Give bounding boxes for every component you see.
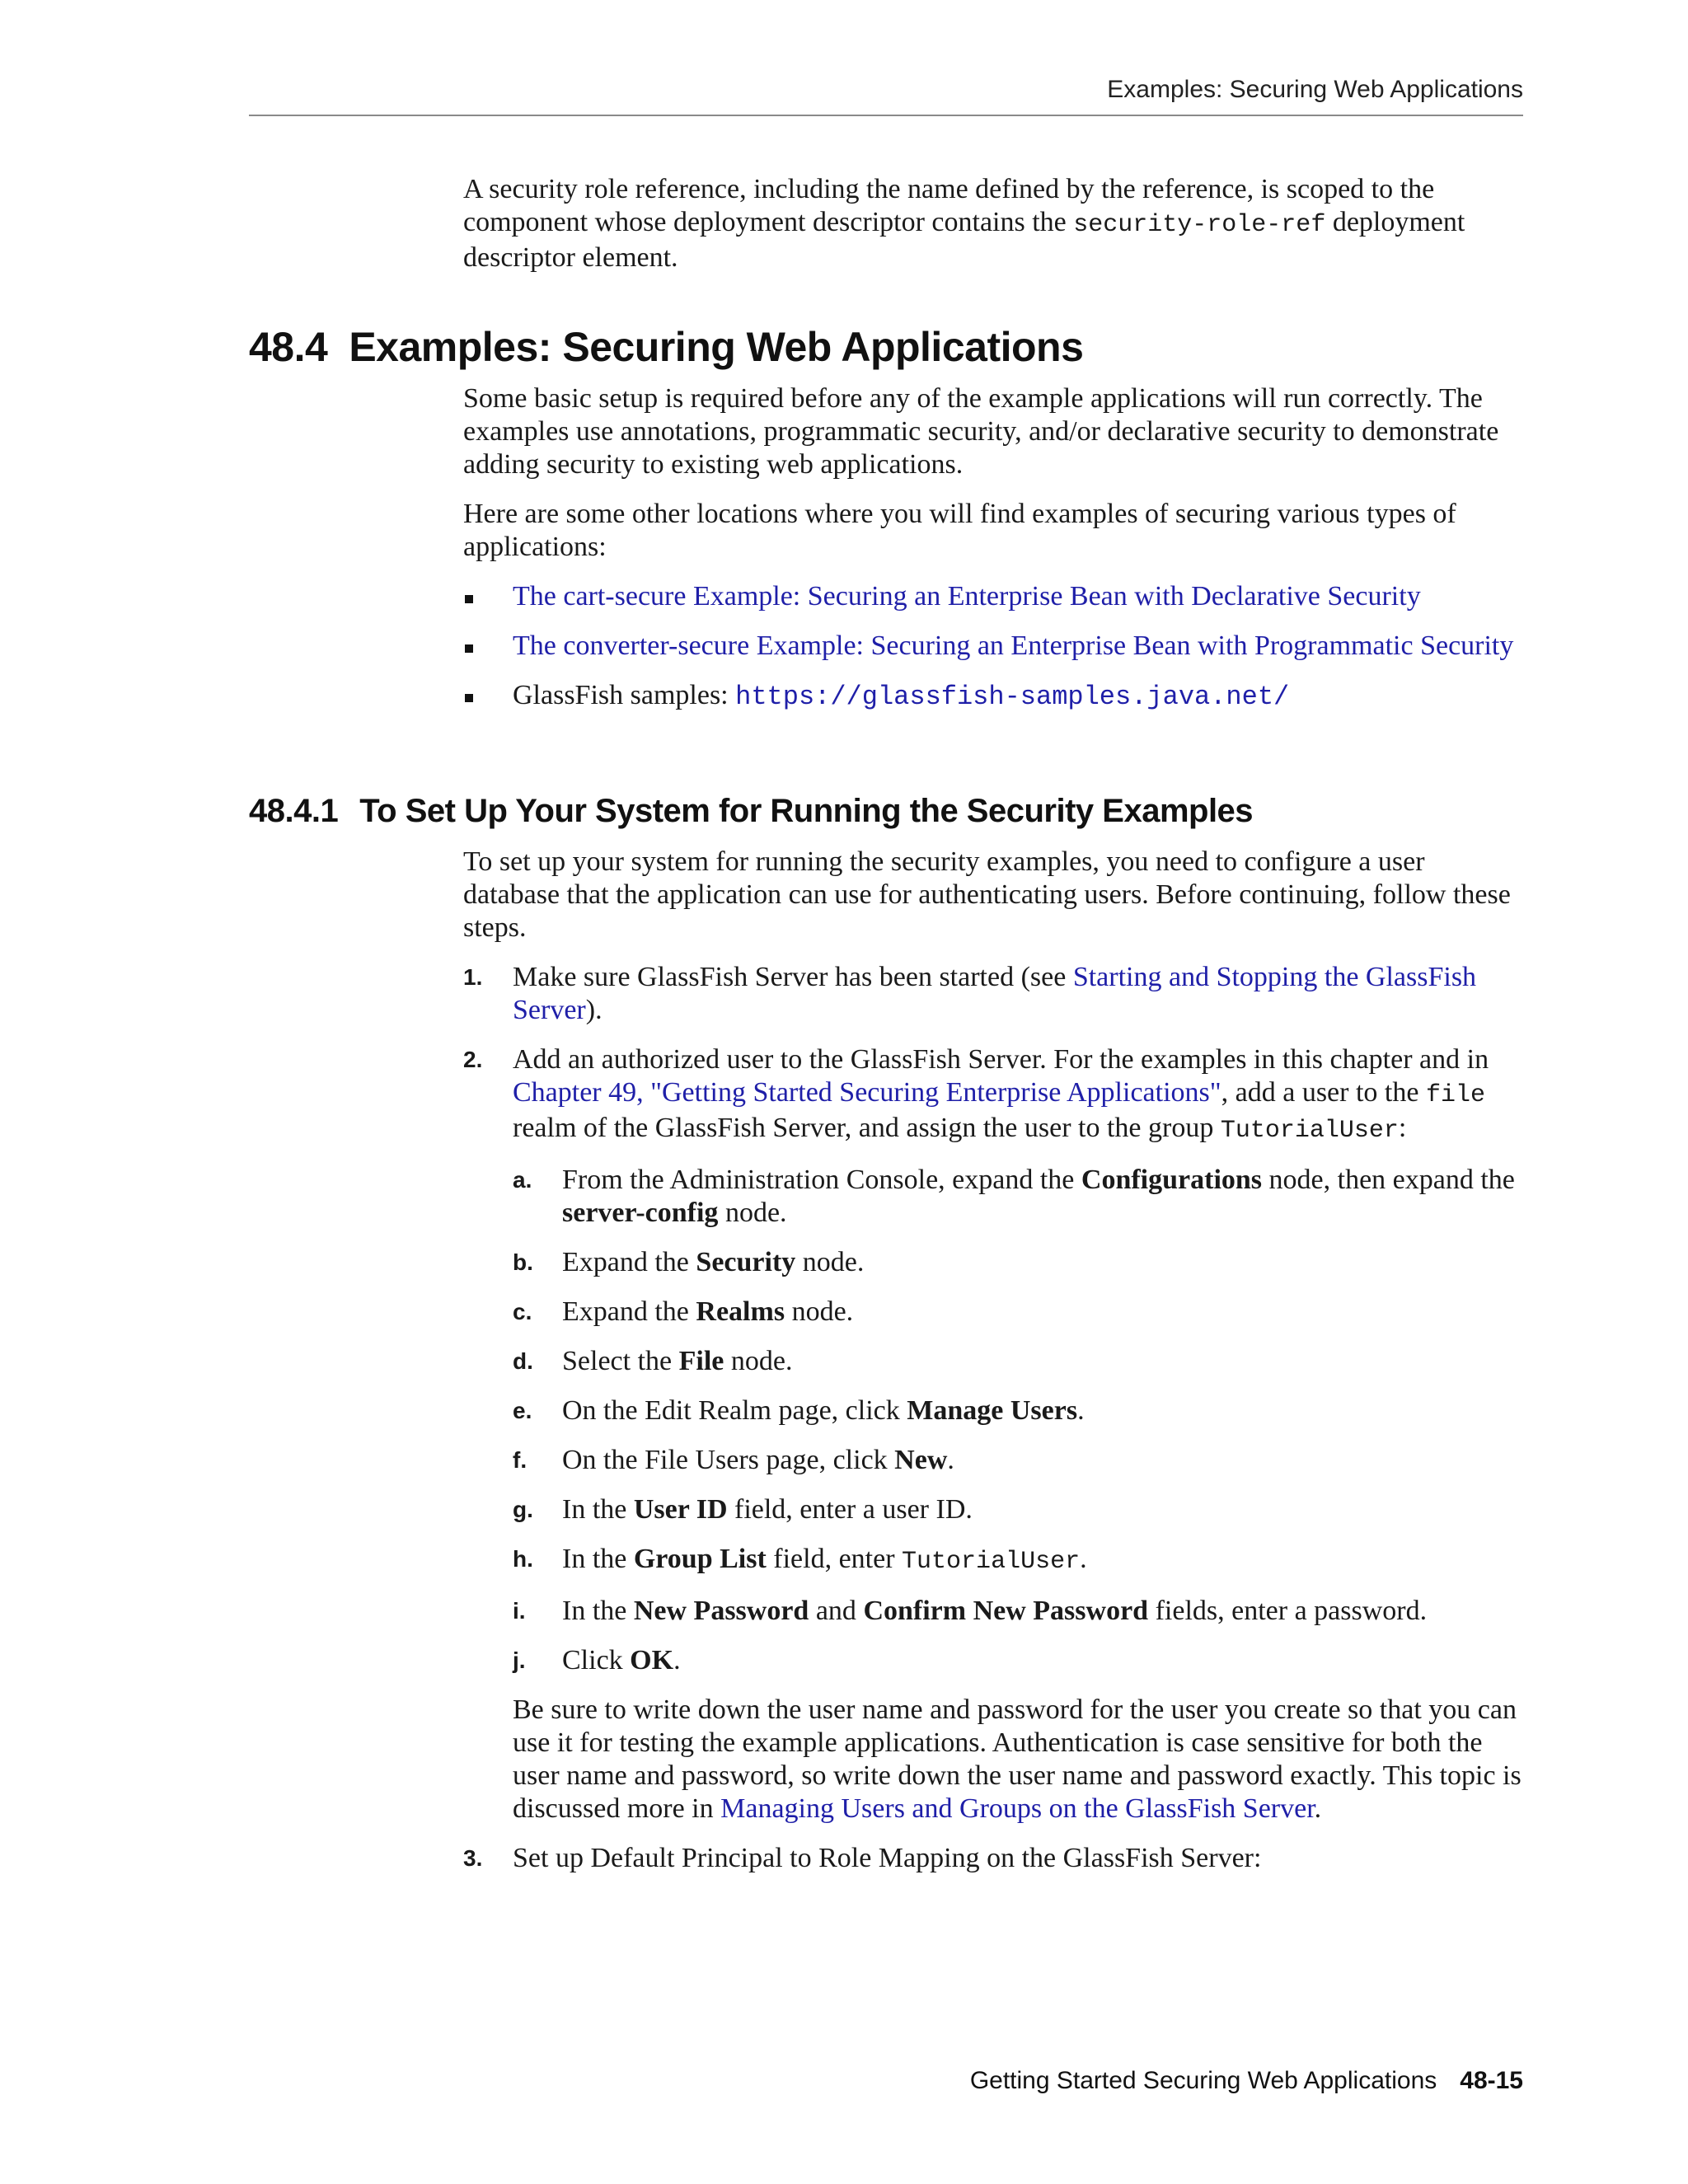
substep-letter: f. (513, 1447, 528, 1473)
list-item (463, 630, 1526, 663)
step-text: Add an authorized user to the GlassFish Server. For the examples in this chapter and in (513, 1044, 1489, 1075)
realms-term: Realms (696, 1296, 785, 1327)
substep-e (463, 1394, 1526, 1427)
intro-paragraph (463, 173, 1526, 274)
section-para-1: Some basic setup is required before any of the example applications will run correctly. The examples use annotations, programmatic security, and/or declarative security to demonstrate adding security to existing web applications. (463, 383, 1499, 480)
substep-a (463, 1164, 1526, 1230)
converter-secure-link[interactable]: The converter-secure Example: Securing an Enterprise Bean with Programmatic Security (513, 630, 1514, 661)
subsection-number: 48.4.1 (249, 793, 339, 829)
section-heading (249, 323, 1083, 371)
configurations-term: Configurations (1081, 1165, 1263, 1195)
substep-text: In the (562, 1494, 634, 1525)
substep-text: field, enter a user ID. (727, 1494, 973, 1525)
section-number: 48.4 (249, 324, 328, 370)
subsection-heading (249, 793, 1253, 830)
step-number: 3. (463, 1845, 483, 1871)
tutorialuser-code: TutorialUser (1220, 1117, 1399, 1145)
substep-text: node. (718, 1197, 787, 1228)
substep-text: node. (795, 1247, 865, 1277)
chapter-49-link[interactable]: Chapter 49, "Getting Started Securing Enterprise Applications" (513, 1077, 1221, 1108)
substep-letter: c. (513, 1299, 532, 1324)
header-rule (249, 115, 1523, 116)
substep-text: On the Edit Realm page, click (562, 1395, 907, 1426)
substep-text: . (947, 1445, 954, 1475)
step-text: realm of the GlassFish Server, and assign the user to the group (513, 1113, 1221, 1143)
note-text: Be sure to write down the user name and password for the user you create so that you can use it for testing the example applications. Authentication is case sensitive for both the user name and password, so write down the user name and password exactly. This topic is discussed more in (513, 1694, 1522, 1824)
section-body (463, 382, 1526, 714)
substep-text: Select the (562, 1346, 679, 1376)
list-item (463, 580, 1526, 613)
glassfish-samples-label: GlassFish samples: (513, 680, 736, 710)
substep-text: field, enter (766, 1544, 903, 1574)
substep-letter: i. (513, 1598, 526, 1624)
glassfish-samples-link[interactable]: https://glassfish-samples.java.net/ (735, 682, 1290, 712)
cart-secure-link[interactable]: The cart-secure Example: Securing an Enterprise Bean with Declarative Security (513, 581, 1421, 612)
bullet-icon (465, 644, 473, 653)
step-number: 1. (463, 964, 483, 990)
substep-d (463, 1345, 1526, 1378)
substep-text: In the (562, 1596, 634, 1626)
step-3 (463, 1842, 1526, 1875)
substep-c (463, 1296, 1526, 1329)
substep-text: . (1080, 1544, 1087, 1574)
running-header: Examples: Securing Web Applications (1107, 76, 1523, 103)
page-footer (970, 2067, 1523, 2095)
security-role-ref-code: security-role-ref (1073, 211, 1326, 239)
subsection-intro: To set up your system for running the security examples, you need to configure a user database that the application can use for authenticating users. Before continuing, follow these steps. (463, 846, 1511, 943)
substep-text: Expand the (562, 1296, 696, 1327)
step-text: Make sure GlassFish Server has been started (see (513, 962, 1073, 992)
substep-f (463, 1444, 1526, 1477)
new-password-term: New Password (633, 1596, 809, 1626)
substep-h (463, 1543, 1526, 1578)
user-id-term: User ID (633, 1494, 728, 1525)
substep-letter: b. (513, 1249, 533, 1275)
substep-letter: a. (513, 1167, 532, 1193)
bullet-icon (465, 595, 473, 603)
substep-text: . (673, 1645, 681, 1675)
manage-users-term: Manage Users (907, 1395, 1078, 1426)
intro-text-end: deployment descriptor element. (463, 207, 1465, 273)
substep-letter: d. (513, 1348, 533, 1374)
step-text-end: : (1398, 1113, 1407, 1143)
step-text: Set up Default Principal to Role Mapping on the GlassFish Server: (513, 1843, 1262, 1873)
substep-text: . (1077, 1395, 1085, 1426)
substep-text: From the Administration Console, expand the (562, 1165, 1081, 1195)
note-text-end: . (1314, 1793, 1322, 1824)
footer-title: Getting Started Securing Web Applications (969, 2067, 1437, 2094)
substep-g (463, 1493, 1526, 1526)
step-1 (463, 961, 1526, 1027)
substep-text: On the File Users page, click (562, 1445, 895, 1475)
bullet-icon (465, 694, 473, 702)
substep-text: Expand the (562, 1247, 696, 1277)
page-number: 48-15 (1460, 2067, 1523, 2094)
managing-users-link[interactable]: Managing Users and Groups on the GlassFish Server (720, 1793, 1315, 1824)
security-term: Security (696, 1247, 796, 1277)
section-para-2: Here are some other locations where you will find examples of securing various types of applications: (463, 499, 1456, 562)
substep-j (463, 1644, 1526, 1677)
starting-stopping-link[interactable]: Starting and Stopping the GlassFish Server (513, 962, 1477, 1025)
file-term: File (678, 1346, 724, 1376)
step-text-end: ). (585, 995, 603, 1025)
confirm-new-password-term: Confirm New Password (863, 1596, 1149, 1626)
substep-text: node. (724, 1346, 793, 1376)
list-item (463, 679, 1526, 714)
step-2 (463, 1043, 1526, 1147)
ok-term: OK (630, 1645, 674, 1675)
subsection-body (463, 846, 1526, 1875)
substep-text: fields, enter a password. (1148, 1596, 1428, 1626)
new-term: New (894, 1445, 948, 1475)
substep-i (463, 1595, 1526, 1628)
file-realm-code: file (1425, 1081, 1485, 1109)
step-text: , add a user to the (1221, 1077, 1426, 1108)
substep-letter: g. (513, 1497, 533, 1522)
group-list-term: Group List (633, 1544, 767, 1574)
subsection-title: To Set Up Your System for Running the Security Examples (359, 793, 1254, 829)
tutorialuser-code: TutorialUser (902, 1548, 1081, 1576)
server-config-term: server-config (562, 1197, 719, 1228)
step-number: 2. (463, 1047, 483, 1072)
substep-text: Click (562, 1645, 631, 1675)
substep-text: In the (562, 1544, 634, 1574)
substep-text: node, then expand the (1262, 1165, 1515, 1195)
section-title: Examples: Securing Web Applications (349, 324, 1084, 370)
substep-letter: j. (513, 1647, 526, 1673)
substep-b (463, 1246, 1526, 1279)
intro-text: A security role reference, including the name defined by the reference, is scoped to the component whose deployment descriptor contains the (463, 174, 1435, 237)
substep-text: and (809, 1596, 864, 1626)
substep-text: node. (785, 1296, 854, 1327)
substep-letter: h. (513, 1546, 533, 1572)
step-2-note (463, 1694, 1526, 1825)
substep-letter: e. (513, 1398, 532, 1423)
